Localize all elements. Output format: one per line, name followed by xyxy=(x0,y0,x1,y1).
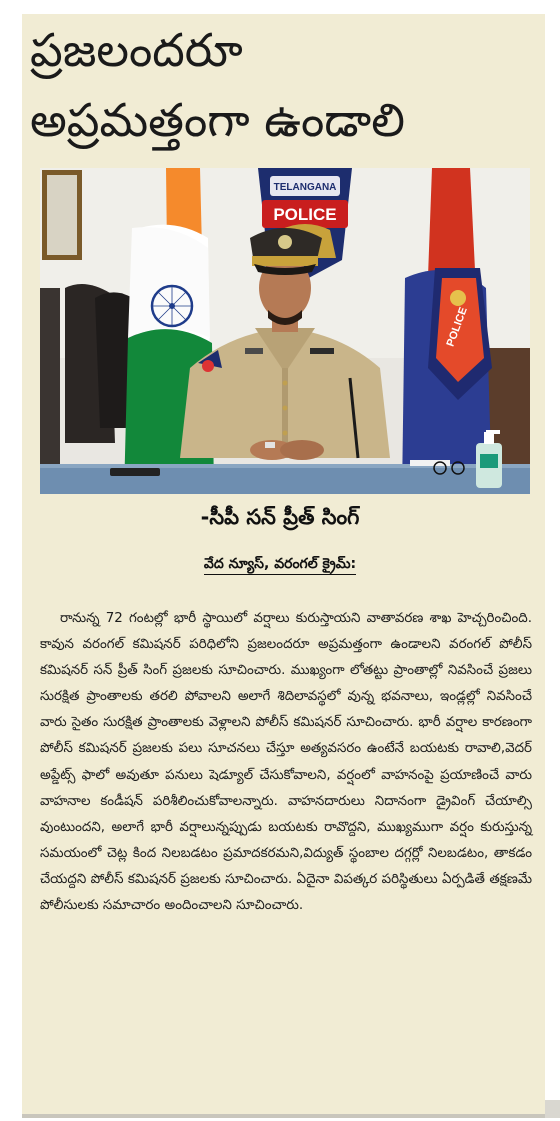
wall-picture-frame xyxy=(42,170,82,260)
clipping-shadow xyxy=(22,1114,545,1118)
clipping-shadow-corner xyxy=(545,1100,560,1118)
dateline xyxy=(0,556,560,575)
dateline-text: వేద న్యూస్, వరంగల్ క్రైమ్: xyxy=(204,556,356,575)
banner-main-text: POLICE xyxy=(273,205,337,224)
article-body: రానున్న 72 గంటల్లో భారీ స్థాయిలో వర్షాలు కురుస్తాయని వాతావరణ శాఖ హెచ్చరించింది. కావున వరంగల్ కమిషనర్ పరిధిలోని ప్రజలందరూ అప్రమత్తంగా ఉండాలని వరంగల్ పోలీస్ కమిషనర్ సన్ ప్రీత్ సింగ్ ప్రజలకు సూచించారు. ముఖ్యంగా లోతట్టు ప్రాంతాల్లో నివసించే ప్రజలు సురక్షిత ప్రాంతాలకు తరలి పోవాలని అలాగే శిదిలావస్థలో వున్న భవనాలు, ఇండ్లల్లో నివసించే వారు సైతం సురక్షిత ప్రాంతాలకు వెళ్లాలని పోలీస్ కమిషనర్ సూచించారు. భారీ వర్షాల కారణంగా పోలీస్ కమిషనర్ ప్రజలకు పలు సూచనలు చేస్తూ అత్యవసరం ఉంటేనే బయటకు రావాలి,వెదర్ అప్డేట్స్ ఫాలో అవుతూ పనులు షెడ్యూల్ చేసుకోవాలని, వర్షంలో వాహనంపై ప్రయాణించే వారు వాహనాల కండీషన్ పరిశీలించుకోవాలన్నారు. వాహనదారులు నిదానంగా డ్రైవింగ్ చేయాల్సి వుంటుందని, అలాగే భారీ వర్షాలున్నప్పుడు బయటకు రావొద్దని, ముఖ్యముగా వర్షం కురుస్తున్న సమయంలో చెట్ల కింద నిలబడటం ప్రమాదకరమని,విద్యుత్ స్థంబాల దగ్గర్లో నిలబడటం, తాకడం చేయద్దని పోలీస్ కమిషనర్ ప్రజలకు సూచించారు. ఏదైనా విపత్కర పరిస్థితులు ఏర్పడితే తక్షణమే పోలీసులకు సమాచారం అందించాలని సూచించారు. xyxy=(40,611,532,914)
emblem-text: POLICE xyxy=(444,305,470,349)
banner-top-text: TELANGANA xyxy=(273,182,337,193)
headline-line-2: అప్రమత్తంగా ఉండాలి xyxy=(30,93,405,147)
commissioner-photo xyxy=(40,168,530,494)
headline-line-1: ప్రజలందరూ xyxy=(30,23,243,77)
photo-caption: -సీపీ సన్ ప్రీత్ సింగ్ xyxy=(200,505,360,529)
